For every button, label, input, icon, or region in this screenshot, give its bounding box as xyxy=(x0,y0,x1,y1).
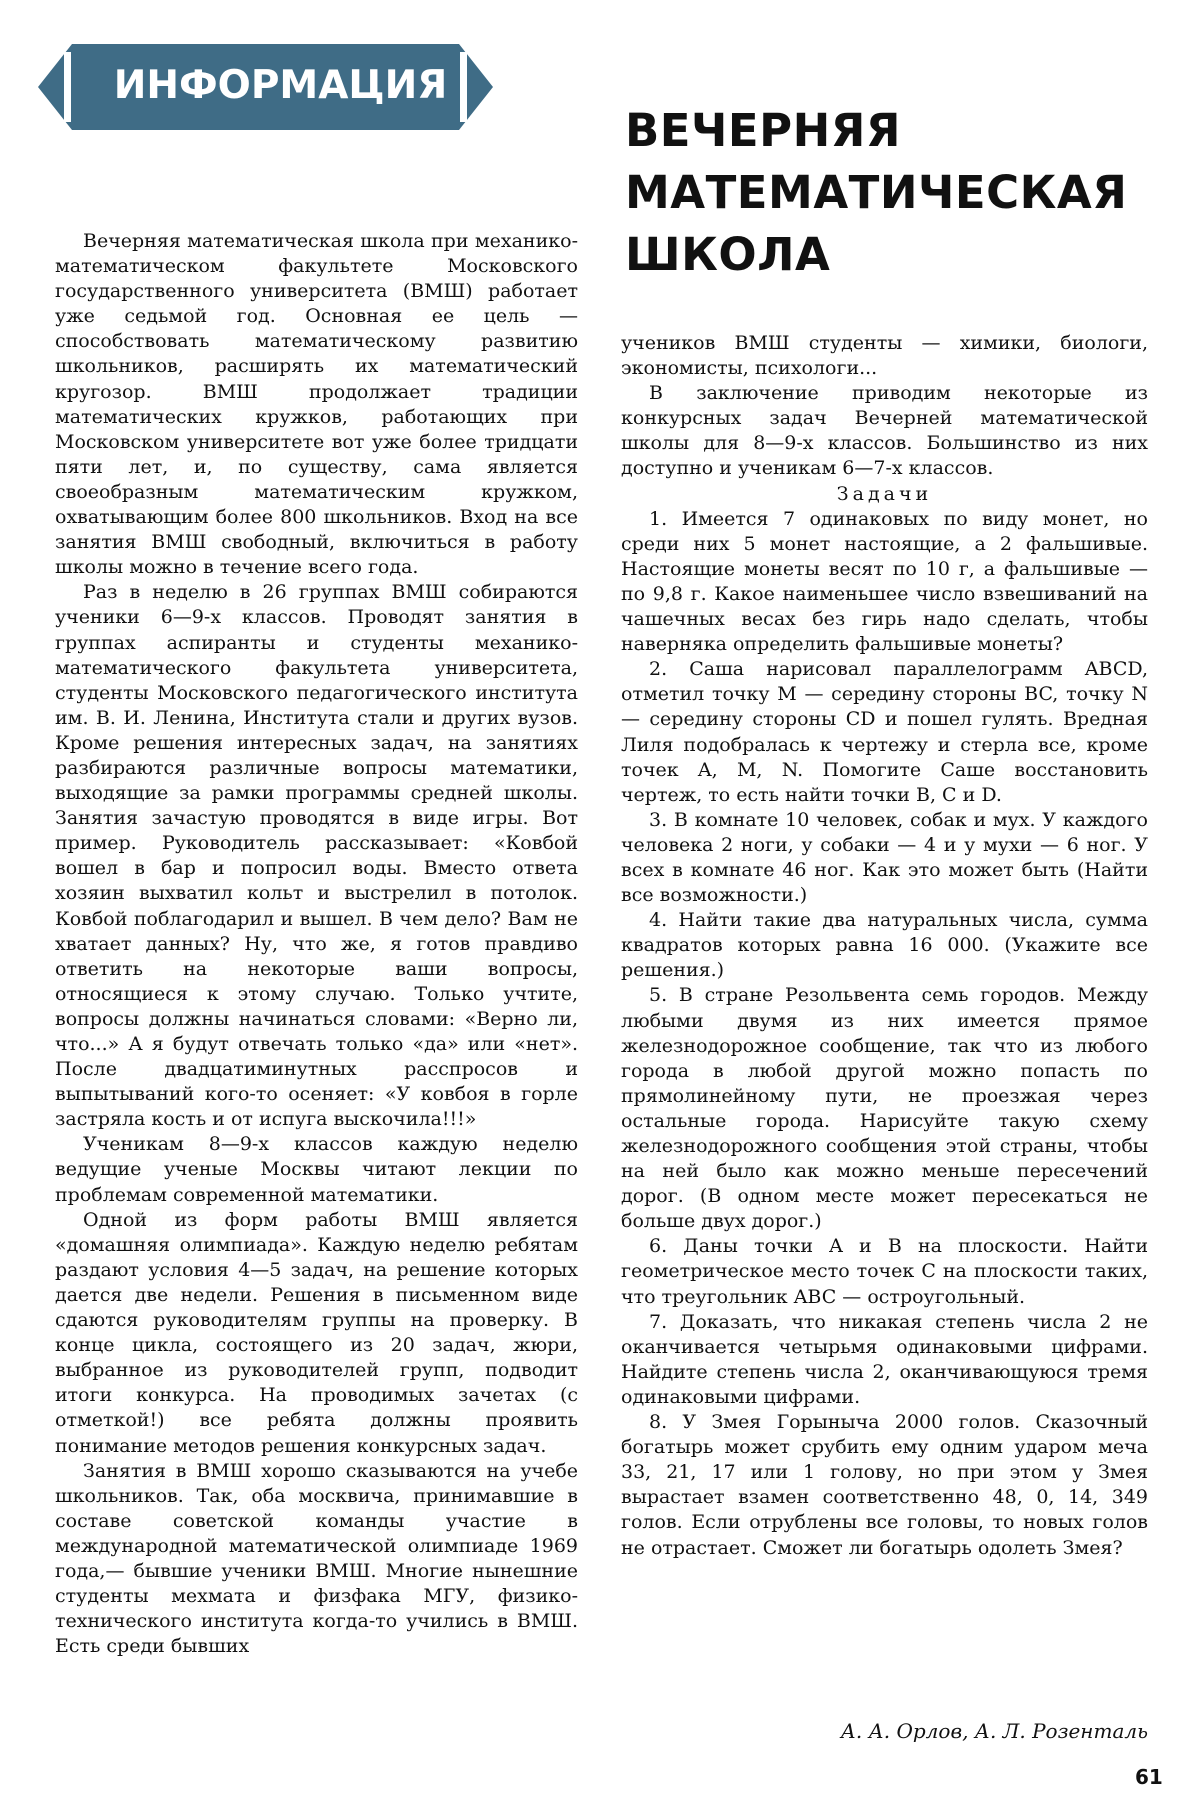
paragraph: Вечерняя математическая школа при механико-математическом факультете Московского государственного университета (ВМШ) работает уже седьмой год. Основная ее цель — способствовать математическому развитию школьников, расширять их математический кругозор. ВМШ продолжает традиции математических кружков, работающих при Московском университете вот уже более тридцати пяти лет, и, по существу, сама является своеобразным математическим кружком, охватывающим более 800 школьников. Вход на все занятия ВМШ свободный, включиться в работу школы можно в течение всего года. xyxy=(55,230,578,579)
paragraph: Занятия в ВМШ хорошо сказываются на учебе школьников. Так, оба москвича, принимавшие в составе советской команды участие в международной математической олимпиаде 1969 года,— бывшие ученики ВМШ. Многие нынешние студенты мехмата и физфака МГУ, физико-технического института когда-то учились в ВМШ. Есть среди бывших xyxy=(55,1459,578,1658)
banner-label: ИНФОРМАЦИЯ xyxy=(113,63,448,108)
problem-item: 8. У Змея Горыныча 2000 голов. Сказочный богатырь может срубить ему одним ударом меча 33, 21, 17 или 1 голову, но при этом у Змея вырастает взамен соответственно 48, 0, 14, 349 голов. Если отрублены все головы, то новых голов не отрастает. Сможет ли богатырь одолеть Змея? xyxy=(621,1411,1148,1559)
problem-item: 2. Саша нарисовал параллелограмм ABCD, отметил точку M — середину стороны BC, точку N — середину стороны CD и пошел гулять. Вредная Лиля подобралась к чертежу и стерла все, кроме точек A, M, N. Помогите Саше восстановить чертеж, то есть найти точки B, C и D. xyxy=(621,658,1148,806)
paragraph: В заключение приводим некоторые из конкурсных задач Вечерней математической школы для 8—9-х классов. Большинство из них доступно и ученикам 6—7-х классов. xyxy=(621,382,1148,480)
problem-item: 4. Найти такие два натуральных числа, сумма квадратов которых равна 16 000. (Укажите все решения.) xyxy=(621,909,1148,982)
page-number: 61 xyxy=(1135,1765,1163,1789)
section-banner xyxy=(38,44,493,130)
paragraph: Ученикам 8—9-х классов каждую неделю ведущие ученые Москвы читают лекции по проблемам современной математики. xyxy=(55,1133,578,1206)
author-byline: А. А. Орлов, А. Л. Розенталь xyxy=(840,1719,1148,1743)
problem-item: 5. В стране Резольвента семь городов. Между любыми двумя из них имеется прямое железнодорожное сообщение, так что из любого города в любой другой можно попасть по прямолинейному пути, не проезжая через остальные города. Нарисуйте такую схему железнодорожного сообщения этой страны, чтобы на ней было как можно меньше пересечений дорог. (В одном месте может пересекаться не больше двух дорог.) xyxy=(621,984,1148,1233)
paragraph: Раз в неделю в 26 группах ВМШ собираются ученики 6—9-х классов. Проводят занятия в группах аспиранты и студенты механико-математического факультета университета, студенты Московского педагогического института им. В. И. Ленина, Института стали и других вузов. Кроме решения интересных задач, на занятиях разбираются различные вопросы математики, выходящие за рамки программы средней школы. Занятия зачастую проводятся в виде игры. Вот пример. Руководитель рассказывает: «Ковбой вошел в бар и попросил воды. Вместо ответа хозяин выхватил кольт и выстрелил в потолок. Ковбой поблагодарил и вышел. В чем дело? Вам не хватает данных? Ну, что же, я готов правдиво ответить на некоторые ваши вопросы, относящиеся к этому случаю. Только учтите, вопросы должны начинаться словами: «Верно ли, что...» А я будут отвечать только «да» или «нет». После двадцатиминутных расспросов и выпытываний кого-то осеняет: «У ковбоя в горле застряла кость и от испуга выскочила!!!» xyxy=(55,581,578,1131)
left-column xyxy=(55,229,578,1659)
paragraph: Одной из форм работы ВМШ является «домашняя олимпиада». Каждую неделю ребятам раздают условия 4—5 задач, на решение которых дается две недели. Решения в письменном виде сдаются руководителям группы на проверку. В конце цикла, состоящего из 20 задач, жюри, выбранное из руководителей групп, подводит итоги конкурса. На проводимых зачетах (с отметкой!) все ребята должны проявить понимание методов решения конкурсных задач. xyxy=(55,1208,578,1457)
title-line: ШКОЛА xyxy=(625,228,831,281)
problem-item: 7. Доказать, что никакая степень числа 2 не оканчивается четырьмя одинаковыми цифрами. Найдите степень числа 2, оканчивающуюся тремя одинаковыми цифрами. xyxy=(621,1310,1148,1408)
problem-item: 3. В комнате 10 человек, собак и мух. У каждого человека 2 ноги, у собаки — 4 и у мухи — 6 ног. У всех в комнате 46 ног. Как это может быть (Найти все возможности.) xyxy=(621,808,1148,907)
title-line: ВЕЧЕРНЯЯ xyxy=(625,104,902,157)
article-title xyxy=(625,100,1145,286)
title-line: МАТЕМАТИЧЕСКАЯ xyxy=(625,166,1128,219)
problems-heading: Задачи xyxy=(836,482,933,505)
continued-paragraph: учеников ВМШ студенты — химики, биологи, экономисты, психологи... xyxy=(621,332,1148,380)
problem-item: 1. Имеется 7 одинаковых по виду монет, но среди них 5 монет настоящие, а 2 фальшивые. Настоящие монеты весят по 10 г, а фальшивые — по 9,8 г. Какое наименьшее число взвешиваний на чашечных весах без гирь надо сделать, чтобы наверняка определить фальшивые монеты? xyxy=(621,507,1148,656)
problem-item: 6. Даны точки A и B на плоскости. Найти геометрическое место точек C на плоскости таких, что треугольник ABC — остроугольный. xyxy=(621,1235,1148,1308)
right-column xyxy=(621,331,1148,1561)
